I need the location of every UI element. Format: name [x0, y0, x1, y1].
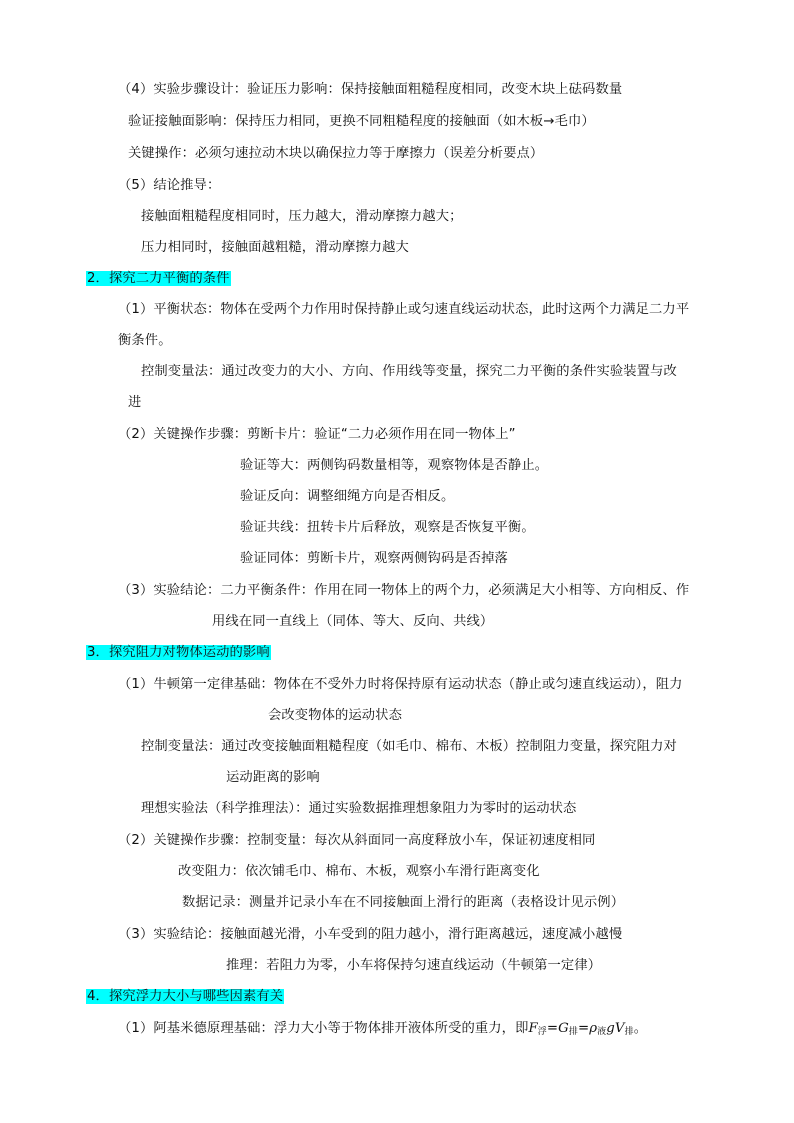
- change-resistance-line: 改变阻力：依次铺毛巾、棉布、木板，观察小车滑行距离变化: [178, 864, 540, 879]
- balance-conclusion-cont: 用线在同一直线上（同体、等大、反向、共线）: [212, 614, 494, 629]
- resistance-conclusion: （3）实验结论：接触面越光滑，小车受到的阻力越小，滑行距离越远，速度减小越慢: [118, 927, 623, 942]
- balance-conclusion: （3）实验结论：二力平衡条件：作用在同一物体上的两个力，必须满足大小相等、方向相反、作: [118, 583, 690, 598]
- balance-state-cont: 衡条件。: [118, 333, 172, 348]
- control-friction-line: 控制变量法：通过改变接触面粗糙程度（如毛巾、棉布、木板）控制阻力变量，探究阻力对: [141, 739, 677, 754]
- verify-collinear: 验证共线：扭转卡片后释放，观察是否恢复平衡。: [240, 520, 535, 535]
- control-variable-line: 控制变量法：通过改变力的大小、方向、作用线等变量，探究二力平衡的条件实验装置与改: [141, 364, 677, 379]
- verify-opposite: 验证反向：调整细绳方向是否相反。: [240, 489, 455, 504]
- section-heading-2: 2．探究二力平衡的条件: [87, 271, 230, 286]
- verify-equal: 验证等大：两侧钩码数量相等，观察物体是否静止。: [240, 458, 549, 473]
- inference-line: 推理：若阻力为零，小车将保持匀速直线运动（牛顿第一定律）: [226, 958, 602, 973]
- verify-surface-line: 验证接触面影响：保持压力相同，更换不同粗糙程度的接触面（如木板→毛巾）: [128, 114, 595, 129]
- control-variable-cont: 进: [128, 395, 142, 410]
- section-heading-4: 4．探究浮力大小与哪些因素有关: [87, 989, 284, 1004]
- control-friction-cont: 运动距离的影响: [226, 770, 320, 785]
- verify-same-body: 验证同体：剪断卡片，观察两侧钩码是否掉落: [240, 551, 508, 566]
- step5-conclusion: （5）结论推导：: [118, 178, 221, 193]
- step4-design: （4）实验步骤设计：验证压力影响：保持接触面粗糙程度相同，改变木块上砝码数量: [118, 82, 623, 97]
- balance-state-line: （1）平衡状态：物体在受两个力作用时保持静止或匀速直线运动状态，此时这两个力满足二力平: [118, 302, 690, 317]
- newton-first-law-cont: 会改变物体的运动状态: [268, 708, 402, 723]
- section-heading-3: 3．探究阻力对物体运动的影响: [87, 645, 270, 660]
- key-operation-line: 关键操作：必须匀速拉动木块以确保拉力等于摩擦力（误差分析要点）: [128, 146, 544, 161]
- conclusion-line-2: 压力相同时，接触面越粗糙，滑动摩擦力越大: [141, 240, 409, 255]
- ideal-experiment-line: 理想实验法（科学推理法）：通过实验数据推理想象阻力为零时的运动状态: [141, 801, 577, 816]
- key-steps-line: （2）关键操作步骤：剪断卡片：验证“二力必须作用在同一物体上”: [118, 427, 516, 442]
- conclusion-line-1: 接触面粗糙程度相同时，压力越大，滑动摩擦力越大；: [141, 209, 463, 224]
- data-record-line: 数据记录：测量并记录小车在不同接触面上滑行的距离（表格设计见示例）: [182, 895, 625, 910]
- key-steps-3-line: （2）关键操作步骤：控制变量：每次从斜面同一高度释放小车，保证初速度相同: [118, 833, 596, 848]
- newton-first-law-line: （1）牛顿第一定律基础：物体在不受外力时将保持原有运动状态（静止或匀速直线运动），阻力: [118, 677, 683, 692]
- archimedes-line: （1）阿基米德原理基础：浮力大小等于物体排开液体所受的重力，即$F_浮=G_排=\rho_液gV_排$。: [118, 1021, 648, 1037]
